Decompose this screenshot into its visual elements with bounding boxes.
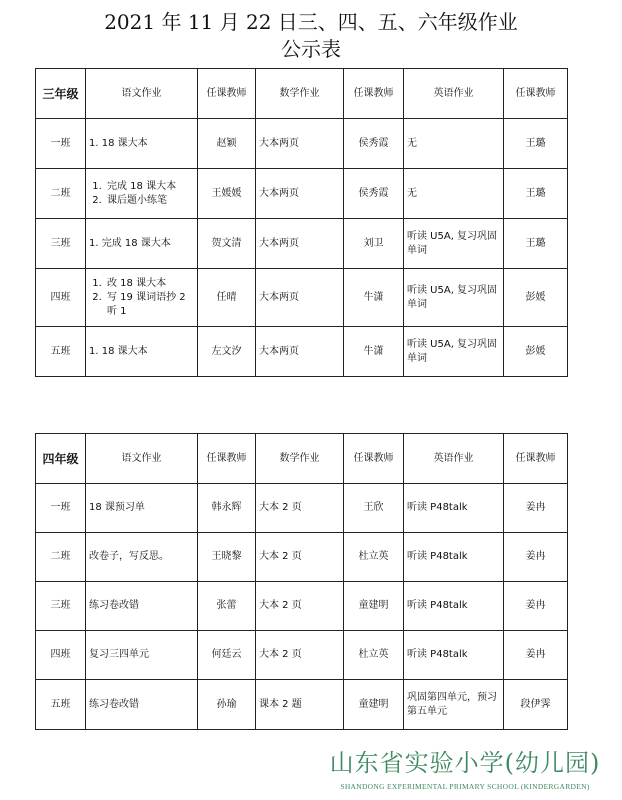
grade3-table (35, 68, 568, 377)
header-teacher: 任课教师 (198, 434, 256, 484)
math-homework: 大本 2 页 (256, 631, 344, 680)
school-logo-english: SHANDONG EXPERIMENTAL PRIMARY SCHOOL (KINDERGARDEN) (340, 782, 590, 791)
homework-item: 2. 课后题小练笔 (105, 194, 194, 208)
english-teacher: 王璐 (504, 219, 568, 269)
header-chinese: 语文作业 (86, 69, 198, 119)
english-homework: 听读 P48talk (404, 484, 504, 533)
header-teacher: 任课教师 (344, 69, 404, 119)
math-homework: 大本两页 (256, 219, 344, 269)
table-row (36, 484, 568, 533)
chinese-homework: 1. 完成 18 课大本 (86, 219, 198, 269)
chinese-homework: 18 课预习单 (86, 484, 198, 533)
class-name: 四班 (36, 631, 86, 680)
table-row (36, 169, 568, 219)
table-header-row (36, 434, 568, 484)
grade4-table (35, 433, 568, 730)
english-teacher: 段伊霁 (504, 680, 568, 730)
math-teacher: 童建明 (344, 680, 404, 730)
chinese-homework: 1. 18 课大本 (86, 119, 198, 169)
english-teacher: 姜冉 (504, 533, 568, 582)
class-name: 四班 (36, 269, 86, 327)
table-row (36, 680, 568, 730)
chinese-teacher: 孙瑜 (198, 680, 256, 730)
header-teacher: 任课教师 (344, 434, 404, 484)
english-homework: 听读 U5A, 复习巩固单词 (404, 219, 504, 269)
class-name: 三班 (36, 582, 86, 631)
chinese-homework: 改卷子，写反思。 (86, 533, 198, 582)
english-homework: 听读 U5A, 复习巩固单词 (404, 269, 504, 327)
english-teacher: 姜冉 (504, 484, 568, 533)
math-homework: 大本两页 (256, 269, 344, 327)
table-row (36, 327, 568, 377)
homework-item: 1. 完成 18 课大本 (105, 180, 194, 194)
english-teacher: 彭媛 (504, 269, 568, 327)
school-logo-chinese: 山东省实验小学(幼儿园) (329, 749, 601, 777)
header-teacher: 任课教师 (198, 69, 256, 119)
table-row (36, 269, 568, 327)
header-math: 数学作业 (256, 69, 344, 119)
english-homework: 无 (404, 169, 504, 219)
homework-list (89, 277, 194, 319)
chinese-teacher: 何廷云 (198, 631, 256, 680)
chinese-teacher: 王晓黎 (198, 533, 256, 582)
chinese-homework: 1. 18 课大本 (86, 327, 198, 377)
english-homework: 巩固第四单元，预习第五单元 (404, 680, 504, 730)
homework-list (89, 180, 194, 208)
math-teacher: 牛潇 (344, 327, 404, 377)
table-row (36, 533, 568, 582)
english-homework: 无 (404, 119, 504, 169)
english-homework: 听读 P48talk (404, 631, 504, 680)
math-teacher: 童建明 (344, 582, 404, 631)
chinese-teacher: 张蕾 (198, 582, 256, 631)
math-teacher: 刘卫 (344, 219, 404, 269)
math-homework: 大本两页 (256, 169, 344, 219)
math-teacher: 侯秀霞 (344, 169, 404, 219)
class-name: 一班 (36, 119, 86, 169)
header-teacher: 任课教师 (504, 69, 568, 119)
chinese-teacher: 赵颖 (198, 119, 256, 169)
math-homework: 大本两页 (256, 119, 344, 169)
table-row (36, 582, 568, 631)
english-teacher: 姜冉 (504, 631, 568, 680)
math-homework: 大本 2 页 (256, 484, 344, 533)
class-name: 二班 (36, 533, 86, 582)
class-name: 三班 (36, 219, 86, 269)
school-logo (320, 748, 620, 800)
header-english: 英语作业 (404, 69, 504, 119)
grade-label: 四年级 (36, 434, 86, 484)
math-teacher: 牛潇 (344, 269, 404, 327)
chinese-homework: 练习卷改错 (86, 582, 198, 631)
chinese-homework (86, 169, 198, 219)
homework-item: 2. 写 19 课词语抄 2 听 1 (105, 291, 194, 319)
math-homework: 大本 2 页 (256, 582, 344, 631)
english-homework: 听读 U5A, 复习巩固单词 (404, 327, 504, 377)
table-header-row (36, 69, 568, 119)
header-chinese: 语文作业 (86, 434, 198, 484)
class-name: 五班 (36, 680, 86, 730)
english-teacher: 姜冉 (504, 582, 568, 631)
header-english: 英语作业 (404, 434, 504, 484)
math-teacher: 王欣 (344, 484, 404, 533)
math-teacher: 侯秀霞 (344, 119, 404, 169)
table-row (36, 119, 568, 169)
math-homework: 大本 2 页 (256, 533, 344, 582)
english-homework: 听读 P48talk (404, 582, 504, 631)
grade-label: 三年级 (36, 69, 86, 119)
table-row (36, 219, 568, 269)
chinese-teacher: 左文汐 (198, 327, 256, 377)
english-homework: 听读 P48talk (404, 533, 504, 582)
header-teacher: 任课教师 (504, 434, 568, 484)
chinese-teacher: 贺文清 (198, 219, 256, 269)
chinese-teacher: 王媛媛 (198, 169, 256, 219)
table-row (36, 631, 568, 680)
page-subtitle: 公示表 (281, 37, 341, 61)
math-homework: 大本两页 (256, 327, 344, 377)
english-teacher: 王璐 (504, 119, 568, 169)
math-homework: 课本 2 题 (256, 680, 344, 730)
header-math: 数学作业 (256, 434, 344, 484)
english-teacher: 王璐 (504, 169, 568, 219)
class-name: 五班 (36, 327, 86, 377)
chinese-homework: 练习卷改错 (86, 680, 198, 730)
math-teacher: 杜立英 (344, 631, 404, 680)
chinese-teacher: 任晴 (198, 269, 256, 327)
class-name: 二班 (36, 169, 86, 219)
homework-item: 1. 改 18 课大本 (105, 277, 194, 291)
chinese-homework (86, 269, 198, 327)
math-teacher: 杜立英 (344, 533, 404, 582)
chinese-homework: 复习三四单元 (86, 631, 198, 680)
chinese-teacher: 韩永辉 (198, 484, 256, 533)
english-teacher: 彭媛 (504, 327, 568, 377)
class-name: 一班 (36, 484, 86, 533)
page-title: 2021 年 11 月 22 日三、四、五、六年级作业 (104, 10, 518, 34)
